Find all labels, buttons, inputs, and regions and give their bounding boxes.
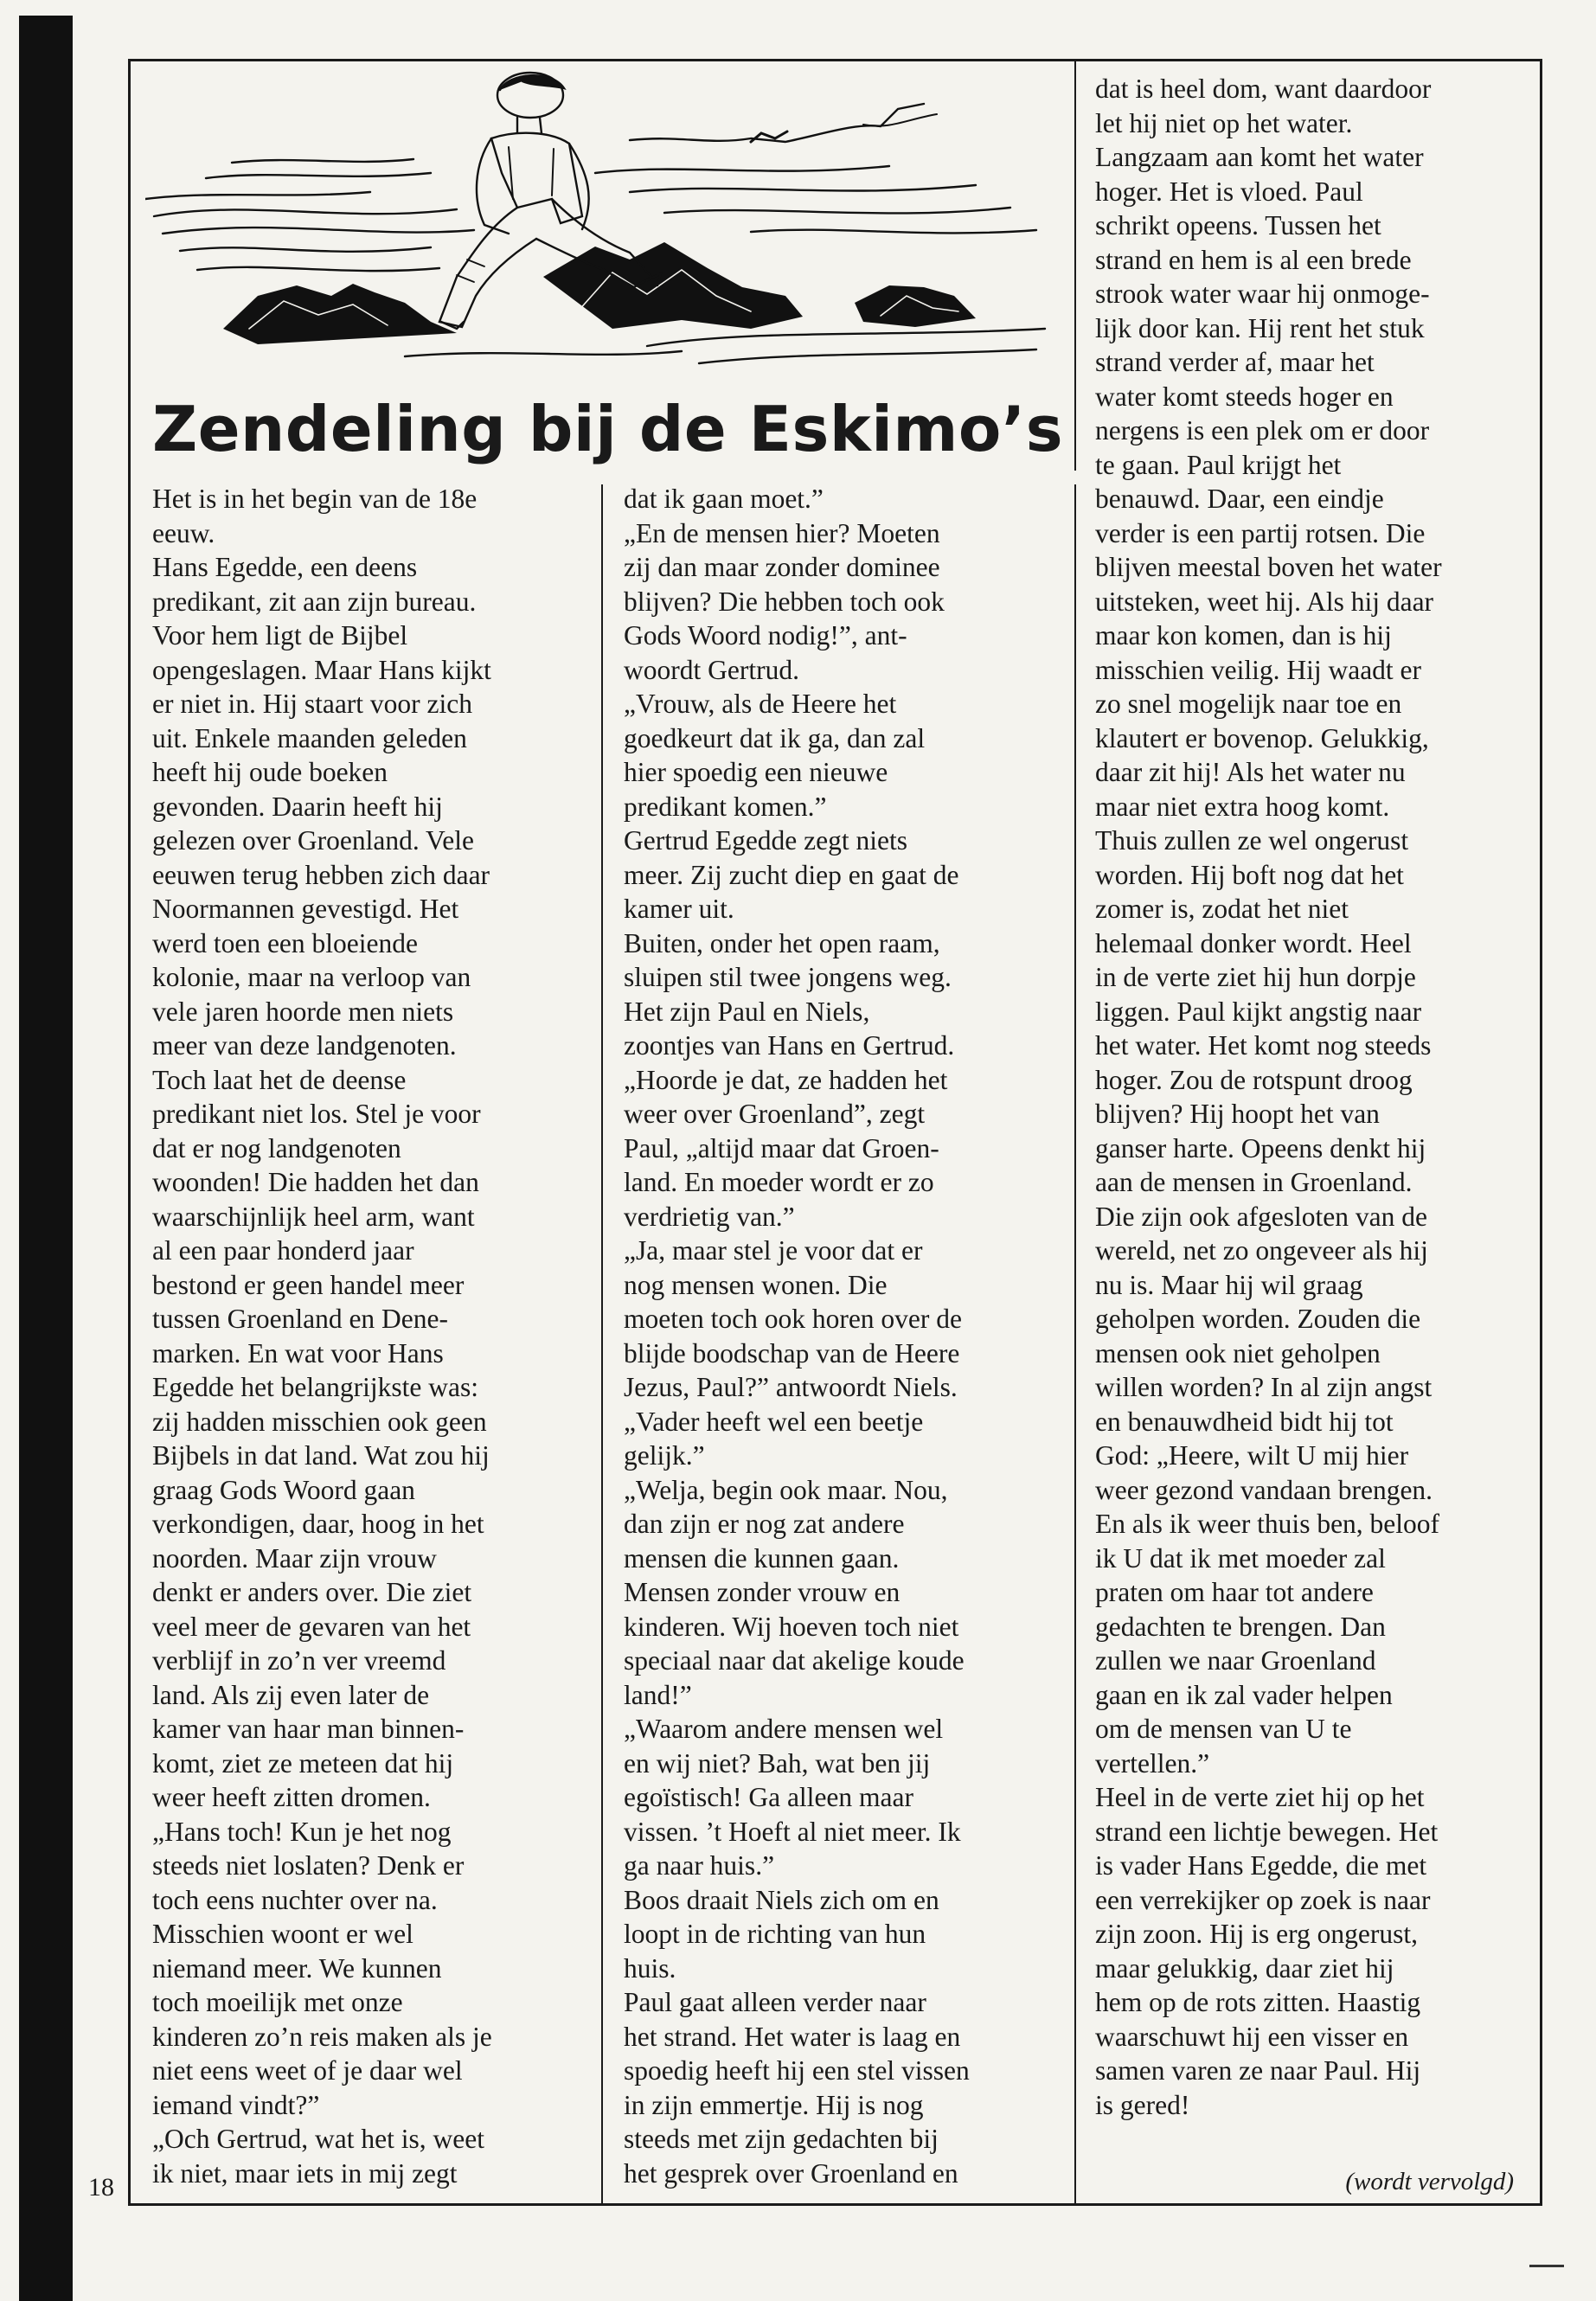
text-line: kolonie, maar na verloop van <box>152 962 471 992</box>
text-line: marken. En wat voor Hans <box>152 1337 444 1368</box>
text-line: helemaal donker wordt. Heel <box>1095 927 1412 958</box>
text-line: toch moeilijk met onze <box>152 1987 403 2017</box>
text-line: eeuw. <box>152 517 215 548</box>
text-line: in zijn emmertje. Hij is nog <box>624 2089 924 2120</box>
text-line: vele jaren hoorde men niets <box>152 996 454 1027</box>
text-line: Toch laat het de deense <box>152 1064 407 1095</box>
text-line: „Ja, maar stel je voor dat er <box>624 1235 923 1266</box>
text-line: een verrekijker op zoek is naar <box>1095 1884 1431 1915</box>
text-line: gevonden. Daarin heeft hij <box>152 791 443 822</box>
text-line: sluipen stil twee jongens weg. <box>624 962 952 992</box>
text-line: Bijbels in dat land. Wat zou hij <box>152 1440 490 1471</box>
text-line: mensen ook niet geholpen <box>1095 1337 1381 1368</box>
text-line: „Hoorde je dat, ze hadden het <box>624 1064 948 1095</box>
text-line: blijven meestal boven het water <box>1095 552 1442 582</box>
text-line: kamer van haar man binnen- <box>152 1714 465 1744</box>
text-line: water komt steeds hoger en <box>1095 381 1394 412</box>
text-line: mensen die kunnen gaan. <box>624 1542 900 1574</box>
text-line: land. En moeder wordt er zo <box>624 1167 934 1197</box>
text-line: weer over Groenland”, zegt <box>624 1099 926 1129</box>
edge-mark <box>1529 2265 1564 2267</box>
text-line: hoger. Het is vloed. Paul <box>1095 176 1363 207</box>
text-line: woordt Gertrud. <box>624 654 799 685</box>
text-line: spoedig heeft hij een stel vissen <box>624 2055 970 2086</box>
text-line: maar kon komen, dan is hij <box>1095 620 1392 651</box>
text-line: „En de mensen hier? Moeten <box>624 517 940 548</box>
text-line: zomer is, zodat het niet <box>1095 894 1349 924</box>
text-line: ik niet, maar iets in mij zegt <box>152 2157 458 2189</box>
text-line: niemand meer. We kunnen <box>152 1952 442 1984</box>
text-line: Gertrud Egedde zegt niets <box>624 825 907 856</box>
text-line: is gered! <box>1095 2089 1190 2120</box>
text-line: al een paar honderd jaar <box>152 1235 414 1266</box>
text-line: weer heeft zitten dromen. <box>152 1782 431 1812</box>
text-line: uitsteken, weet hij. Als hij daar <box>1095 586 1434 617</box>
text-line: „Och Gertrud, wat het is, weet <box>152 2124 484 2154</box>
text-line: loopt in de richting van hun <box>624 1919 926 1949</box>
text-line: uit. Enkele maanden geleden <box>152 722 467 753</box>
text-line: strook water waar hij onmoge- <box>1095 279 1430 309</box>
text-line: praten om haar tot andere <box>1095 1577 1374 1607</box>
text-line: komt, ziet ze meteen dat hij <box>152 1747 454 1779</box>
scan-edge-shadow <box>19 16 73 2301</box>
text-line: Paul gaat alleen verder naar <box>624 1987 926 2017</box>
text-line: dan zijn er nog zat andere <box>624 1509 905 1539</box>
text-line: bestond er geen handel meer <box>152 1269 465 1300</box>
text-line: blijven? Hij hoopt het van <box>1095 1099 1380 1129</box>
text-line: opengeslagen. Maar Hans kijkt <box>152 654 491 685</box>
text-line: hier spoedig een nieuwe <box>624 757 888 787</box>
text-line: ganser harte. Opeens denkt hij <box>1095 1132 1426 1163</box>
text-line: huis. <box>624 1952 676 1984</box>
text-line: „Welja, begin ook maar. Nou, <box>624 1474 948 1505</box>
text-line: strand een lichtje bewegen. Het <box>1095 1816 1439 1847</box>
text-line: Die zijn ook afgesloten van de <box>1095 1201 1427 1232</box>
text-line: verdrietig van.” <box>624 1201 795 1232</box>
text-line: vissen. ’t Hoeft al niet meer. Ik <box>624 1816 961 1847</box>
text-line: waarschuwt hij een visser en <box>1095 2021 1409 2052</box>
text-line: speciaal naar dat akelige koude <box>624 1645 965 1676</box>
text-line: geholpen worden. Zouden die <box>1095 1304 1421 1334</box>
text-line: Langzaam aan komt het water <box>1095 142 1424 172</box>
text-line: klautert er bovenop. Gelukkig, <box>1095 722 1429 753</box>
text-line: nog mensen wonen. Die <box>624 1269 888 1300</box>
text-line: verkondigen, daar, hoog in het <box>152 1509 484 1539</box>
text-line: nergens is een plek om er door <box>1095 415 1430 445</box>
text-line: gaan en ik zal vader helpen <box>1095 1679 1393 1710</box>
text-line: weer gezond vandaan brengen. <box>1095 1474 1433 1505</box>
text-line: Mensen zonder vrouw en <box>624 1577 901 1607</box>
text-line: gelijk.” <box>624 1440 705 1471</box>
text-line: daar zit hij! Als het water nu <box>1095 757 1406 787</box>
text-line: „Vrouw, als de Heere het <box>624 689 897 719</box>
text-line: eeuwen terug hebben zich daar <box>152 859 490 890</box>
text-line: hem op de rots zitten. Haastig <box>1095 1987 1421 2017</box>
text-line: er niet in. Hij staart voor zich <box>152 689 473 719</box>
text-line: zij hadden misschien ook geen <box>152 1406 487 1437</box>
text-line: goedkeurt dat ik ga, dan zal <box>624 722 926 753</box>
text-line: Voor hem ligt de Bijbel <box>152 620 408 651</box>
text-line: Egedde het belangrijkste was: <box>152 1372 479 1402</box>
article-column-2 <box>624 482 1065 2190</box>
text-line: strand verder af, maar het <box>1095 347 1375 377</box>
text-line: lijk door kan. Hij rent het stuk <box>1095 312 1425 343</box>
text-line: hoger. Zou de rotspunt droog <box>1095 1064 1413 1095</box>
text-line: Jezus, Paul?” antwoordt Niels. <box>624 1372 958 1402</box>
text-line: schrikt opeens. Tussen het <box>1095 210 1381 240</box>
text-line: misschien veilig. Hij waadt er <box>1095 654 1422 685</box>
column-rule-left <box>601 484 603 2206</box>
text-line: „Waarom andere mensen wel <box>624 1714 944 1744</box>
text-line: vertellen.” <box>1095 1747 1210 1779</box>
text-line: Buiten, onder het open raam, <box>624 927 940 958</box>
text-line: verder is een partij rotsen. Die <box>1095 517 1426 548</box>
text-line: toch eens nuchter over na. <box>152 1884 438 1915</box>
text-line: waarschijnlijk heel arm, want <box>152 1201 475 1232</box>
text-line: „Vader heeft wel een beetje <box>624 1406 924 1437</box>
text-line: denkt er anders over. Die ziet <box>152 1577 472 1607</box>
article-column-1 <box>152 482 589 2190</box>
text-line: zij dan maar zonder dominee <box>624 552 940 582</box>
text-line: dat er nog landgenoten <box>152 1132 401 1163</box>
text-line: Gods Woord nodig!”, ant- <box>624 620 907 651</box>
text-line: graag Gods Woord gaan <box>152 1474 415 1505</box>
text-line: Misschien woont er wel <box>152 1919 413 1949</box>
text-line: verblijf in zo’n ver vreemd <box>152 1645 446 1676</box>
text-line: maar niet extra hoog komt. <box>1095 791 1390 822</box>
text-line: strand en hem is al een brede <box>1095 244 1412 275</box>
text-line: en wij niet? Bah, wat ben jij <box>624 1747 931 1779</box>
article-column-3 <box>1095 72 1529 2122</box>
text-line: kamer uit. <box>624 894 734 924</box>
text-line: en benauwdheid bidt hij tot <box>1095 1406 1394 1437</box>
text-line: land. Als zij even later de <box>152 1679 430 1710</box>
text-line: „Hans toch! Kun je het nog <box>152 1816 452 1847</box>
column-rule-top <box>1074 59 1076 471</box>
article-title: Zendeling bij de Eskimo’s <box>152 393 1064 465</box>
text-line: noorden. Maar zijn vrouw <box>152 1542 437 1574</box>
text-line: ga naar huis.” <box>624 1850 775 1881</box>
text-line: veel meer de gevaren van het <box>152 1611 471 1642</box>
text-line: woonden! Die hadden het dan <box>152 1167 479 1197</box>
text-line: benauwd. Daar, een eindje <box>1095 484 1384 514</box>
boy-sitting-on-rocks-by-sea-illustration <box>145 69 1062 398</box>
text-line: blijde boodschap van de Heere <box>624 1337 960 1368</box>
text-line: let hij niet op het water. <box>1095 107 1353 138</box>
text-line: samen varen ze naar Paul. Hij <box>1095 2055 1421 2086</box>
text-line: het water. Het komt nog steeds <box>1095 1030 1432 1061</box>
text-line: nu is. Maar hij wil graag <box>1095 1269 1363 1300</box>
text-line: tussen Groenland en Dene- <box>152 1304 449 1334</box>
text-line: het strand. Het water is laag en <box>624 2021 961 2052</box>
text-line: niet eens weet of je daar wel <box>152 2055 463 2086</box>
text-line: meer. Zij zucht diep en gaat de <box>624 859 959 890</box>
text-line: moeten toch ook horen over de <box>624 1304 962 1334</box>
text-line: blijven? Die hebben toch ook <box>624 586 945 617</box>
text-line: worden. Hij boft nog dat het <box>1095 859 1404 890</box>
text-line: iemand vindt?” <box>152 2089 320 2120</box>
text-line: ik U dat ik met moeder zal <box>1095 1542 1386 1574</box>
page-number: 18 <box>88 2173 114 2202</box>
text-line: Het zijn Paul en Niels, <box>624 996 870 1027</box>
text-line: zo snel mogelijk naar toe en <box>1095 689 1402 719</box>
text-line: werd toen een bloeiende <box>152 927 418 958</box>
text-line: is vader Hans Egedde, die met <box>1095 1850 1427 1881</box>
text-line: Noormannen gevestigd. Het <box>152 894 459 924</box>
text-line: Heel in de verte ziet hij op het <box>1095 1782 1425 1812</box>
text-line: steeds met zijn gedachten bij <box>624 2124 939 2154</box>
text-line: God: „Heere, wilt U mij hier <box>1095 1440 1409 1471</box>
text-line: dat ik gaan moet.” <box>624 484 824 514</box>
text-line: dat is heel dom, want daardoor <box>1095 74 1432 104</box>
text-line: Paul, „altijd maar dat Groen- <box>624 1132 939 1163</box>
text-line: in de verte ziet hij hun dorpje <box>1095 962 1416 992</box>
text-line: maar gelukkig, daar ziet hij <box>1095 1952 1394 1984</box>
text-line: Thuis zullen ze wel ongerust <box>1095 825 1409 856</box>
text-line: Boos draait Niels zich om en <box>624 1884 939 1915</box>
text-line: willen worden? In al zijn angst <box>1095 1372 1433 1402</box>
text-line: liggen. Paul kijkt angstig naar <box>1095 996 1422 1027</box>
text-line: te gaan. Paul krijgt het <box>1095 449 1342 480</box>
text-line: Het is in het begin van de 18e <box>152 484 478 514</box>
text-line: zijn zoon. Hij is erg ongerust, <box>1095 1919 1418 1949</box>
text-line: En als ik weer thuis ben, beloof <box>1095 1509 1440 1539</box>
column-rule-right <box>1074 484 1076 2206</box>
text-line: predikant komen.” <box>624 791 827 822</box>
text-line: egoïstisch! Ga alleen maar <box>624 1782 913 1812</box>
text-line: wereld, net zo ongeveer als hij <box>1095 1235 1428 1266</box>
text-line: gelezen over Groenland. Vele <box>152 825 475 856</box>
text-line: kinderen zo’n reis maken als je <box>152 2021 492 2052</box>
text-line: gedachten te brengen. Dan <box>1095 1611 1386 1642</box>
text-line: kinderen. Wij hoeven toch niet <box>624 1611 959 1642</box>
text-line: om de mensen van U te <box>1095 1714 1352 1744</box>
text-line: predikant niet los. Stel je voor <box>152 1099 481 1129</box>
text-line: zullen we naar Groenland <box>1095 1645 1376 1676</box>
text-line: het gesprek over Groenland en <box>624 2157 958 2189</box>
text-line: meer van deze landgenoten. <box>152 1030 457 1061</box>
text-line: land!” <box>624 1679 692 1710</box>
text-line: steeds niet loslaten? Denk er <box>152 1850 465 1881</box>
text-line: heeft hij oude boeken <box>152 757 388 787</box>
text-line: zoontjes van Hans en Gertrud. <box>624 1030 955 1061</box>
continued-note: (wordt vervolgd) <box>1345 2168 1514 2195</box>
text-line: Hans Egedde, een deens <box>152 552 418 582</box>
text-line: aan de mensen in Groenland. <box>1095 1167 1413 1197</box>
text-line: predikant, zit aan zijn bureau. <box>152 586 477 617</box>
